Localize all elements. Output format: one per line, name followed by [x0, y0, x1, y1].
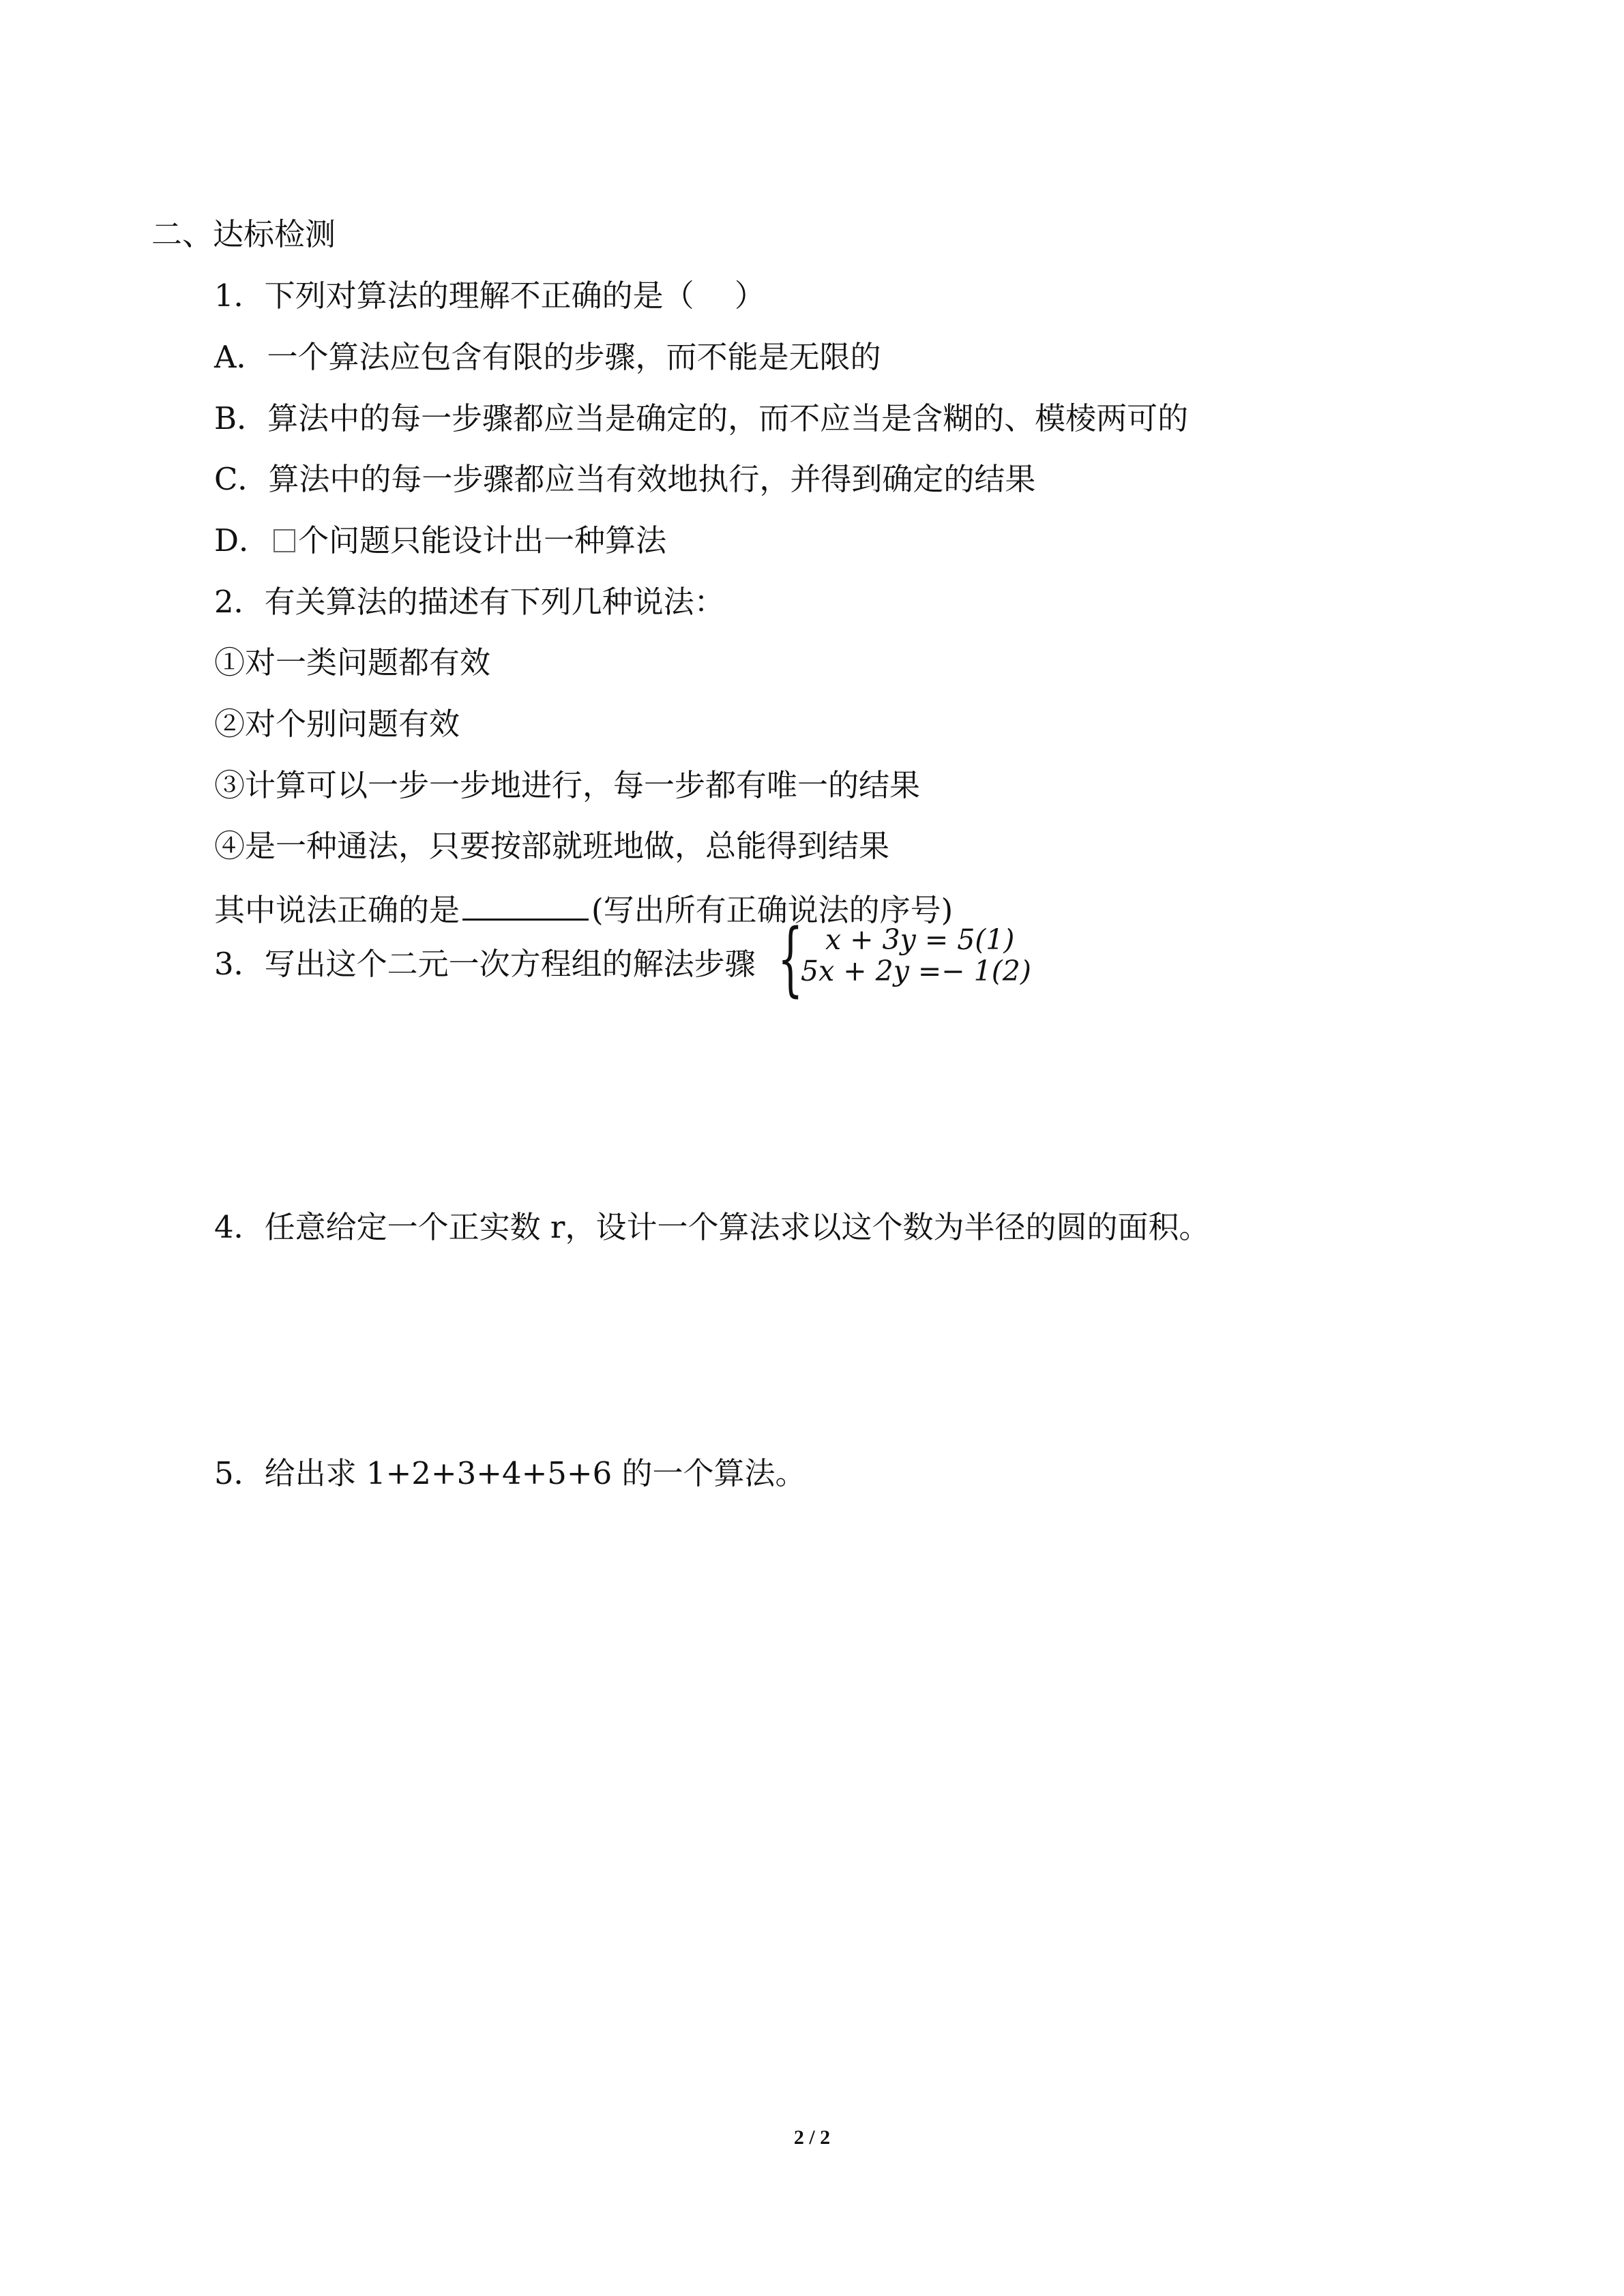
- answer-blank[interactable]: [462, 889, 589, 921]
- question-1-option-b: B．算法中的每一步骤都应当是确定的，而不应当是含糊的、模棱两可的: [214, 400, 1189, 436]
- question-1-stem: 1．下列对算法的理解不正确的是（ ）: [214, 278, 765, 314]
- answer-prefix: 其中说法正确的是: [214, 892, 460, 928]
- question-3-stem: 3．写出这个二元一次方程组的解法步骤: [214, 946, 756, 982]
- equation-1: x + 3y = 5(1): [825, 923, 1015, 956]
- left-brace: {: [778, 911, 803, 1005]
- option-d-prefix: D．: [214, 522, 270, 558]
- question-2-stem: 2．有关算法的描述有下列几种说法：: [214, 584, 725, 620]
- question-2-item-4: ④是一种通法，只要按部就班地做，总能得到结果: [214, 828, 890, 864]
- option-d-text: 个问题只能设计出一种算法: [298, 522, 667, 558]
- section-heading: 二、达标检测: [151, 216, 336, 252]
- question-1-option-c: C．算法中的每一步骤都应当有效地执行，并得到确定的结果: [214, 461, 1036, 497]
- question-1-option-a: A．一个算法应包含有限的步骤，而不能是无限的: [214, 339, 881, 375]
- page-number: 2 / 2: [793, 2126, 831, 2149]
- answer-suffix: (写出所有正确说法的序号): [591, 892, 954, 928]
- equation-2: 5x + 2y =− 1(2): [801, 955, 1031, 987]
- question-2-item-2: ②对个别问题有效: [214, 706, 460, 742]
- question-5-stem: 5．给出求 1+2+3+4+5+6 的一个算法。: [214, 1455, 806, 1491]
- question-1-option-d: [214, 522, 666, 560]
- question-2-item-1: ①对一类问题都有效: [214, 644, 491, 681]
- question-4-stem: 4．任意给定一个正实数 r，设计一个算法求以这个数为半径的圆的面积。: [214, 1209, 1210, 1245]
- question-2-item-3: ③计算可以一步一步地进行，每一步都有唯一的结果: [214, 767, 921, 803]
- missing-glyph-box-icon: [274, 529, 295, 552]
